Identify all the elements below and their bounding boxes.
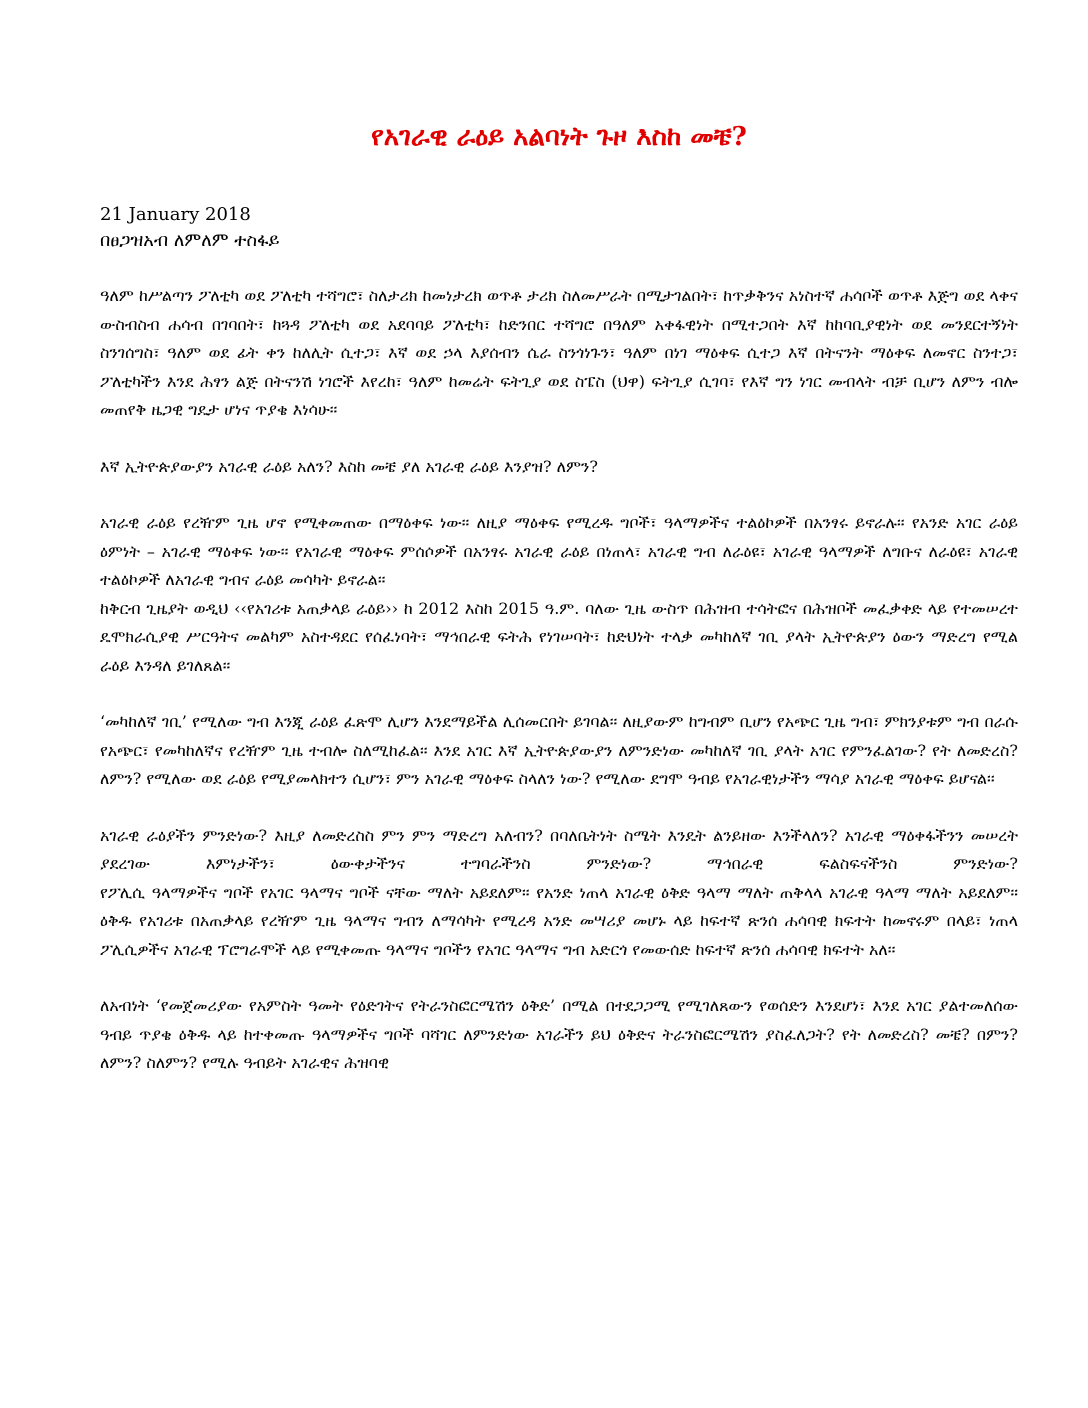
document-date: 21 January 2018 — [100, 204, 251, 225]
paragraph-8: ለአብነት ‘የመጀመሪያው የአምስት ዓመት የዕድገትና የትራንስፎርሜሽን ዕቅድ’ በሚል በተደጋጋሚ የሚገለጸውን የወሰድን እንደሆነ፣ እንደ አገር ያልተመለሰው ዓብይ ጥያቄ ዕቅዱ ላይ ከተቀመጡ ዓላማዎችና ግቦች ባሻገር ለምንድነው አገራችን ይህ ዕቅድና ትራንስፎርሜሽን ያስፈለጋት? የት ለመድረስ? መቼ? በምን? ለምን? ስለምን? የሚሉ ዓብይት አገራዊና ሕዝባዊ — [100, 996, 1018, 1072]
paragraph-3: አገራዊ ራዕይ የረዥም ጊዜ ሆኖ የሚቀመጠው በማዕቀፍ ነው፡፡ ለዚያ ማዕቀፍ የሚረዱ ግቦች፣ ዓላማዎችና ተልዕኮዎች በአንፃሩ ይኖራሉ፡፡ የአንድ አገር ራዕይ ዕምነት – አገራዊ ማዕቀፍ ነው፡፡ የአገራዊ ማዕቀፍ ምሰሶዎች በአንፃሩ አገራዊ ራዕይ በነጠላ፣ አገራዊ ግብ ለራዕዩ፣ አገራዊ ዓላማዎች ለግቡና ለራዕዩ፣ አገራዊ ተልዕኮዎች ለአገራዊ ግብና ራዕይ መሳካት ይኖራል፡፡ — [100, 513, 1018, 589]
paragraph-5: ‘መካከለኛ ገቢ’ የሚለው ግብ እንጂ ራዕይ ፈጽሞ ሊሆን እንደማይችል ሊሰመርበት ይገባል፡፡ ለዚያውም ከግብም ቢሆን የአጭር ጊዜ ግብ፣ ምክንያቱም ግብ በራሱ የአጭር፣ የመካከለኛና የረዥም ጊዜ ተብሎ ስለሚከፈል፡፡ እንደ አገር እኛ ኢትዮጵያውያን ለምንድነው መካከለኛ ገቢ ያላት አገር የምንፈልገው? የት ለመድረስ? ለምን? የሚለው ወደ ራዕይ የሚያመላክተን ሲሆን፣ ምን አገራዊ ማዕቀፍ ስላለን ነው? የሚለው ደግሞ ዓብይ የአገራዊነታችን ማሳያ አገራዊ ማዕቀፍ ይሆናል፡፡ — [100, 712, 1018, 788]
paragraph-2: እኛ ኢትዮጵያውያን አገራዊ ራዕይ አለን? እስከ መቼ ያለ አገራዊ ራዕይ እንያዝ? ለምን? — [100, 456, 598, 476]
paragraph-4: ከቅርብ ጊዜያት ወዲህ ‹‹የአገሪቱ አጠቃላይ ራዕይ›› ከ 2012 እስከ 2015 ዓ.ም. ባለው ጊዜ ውስጥ በሕዝብ ተሳትፎና በሕዝቦች መፈቃቀድ ላይ የተመሠረተ ዴሞክራሲያዊ ሥርዓትና መልካም አስተዳደር የሰፈነባት፣ ማኅበራዊ ፍትሕ የነገሠባት፣ ከድህነት ተላቃ መካከለኛ ገቢ ያላት ኢትዮጵያን ዕውን ማድረግ የሚል ራዕይ እንዳለ ይገለጸል፡፡ — [100, 598, 1018, 675]
paragraph-1: ዓለም ከሥልጣን ፖለቲካ ወደ ፖለቲካ ተሻግሮ፣ ስለታሪክ ከመነታረክ ወጥቶ ታሪክ ስለመሥራት በሚታገልበት፣ ከጥቃቅንና አነስተኛ ሐሳቦች ወጥቶ እጅግ ወደ ላቀና ውስብስብ ሐሳብ በገባበት፣ ከጓዳ ፖለቲካ ወደ አደባባይ ፖለቲካ፣ ከድንበር ተሻግሮ በዓለም አቀፋዊነት በሚተጋበት እኛ ከከባቢያዊነት ወደ መንደርተኝነት ስንገሰግስ፣ ዓለም ወደ ፊት ቀን ከለሊት ሲተጋ፣ እኛ ወደ ኃላ እያሰብን ሴራ ስንጎነጉን፣ ዓለም በነገ ማዕቀፍ ሲተጋ እኛ በትናንት ማዕቀፍ ለመኖር ስንተጋ፣ ፖለቲካችን እንደ ሕፃን ልጅ በትናንሽ ነገሮች እየረከ፣ ዓለም ከመሬት ፍትጊያ ወደ ስፔስ (ህዋ) ፍትጊያ ሲገባ፣ የእኛ ግን ነገር መብላት ብቻ ቢሆን ለምን ብሎ መጠየቅ ዜጋዊ ግዴታ ሆነና ጥያቄ እነሳሁ፡፡ — [100, 286, 1018, 419]
document-page — [100, 120, 1018, 1078]
paragraph-7: የፖሊሲ ዓላማዎችና ግቦች የአገር ዓላማና ግቦች ናቸው ማለት አይደለም፡፡ የአንድ ነጠላ አገራዊ ዕቅድ ዓላማ ማለት ጠቅላላ አገራዊ ዓላማ ማለት አይደለም፡፡ ዕቅዱ የአገሪቱ በአጠቃላይ የረዥም ጊዜ ዓላማና ግብን ለማሳካት የሚረዳ አንድ መሣሪያ መሆኑ ላይ ከፍተኛ ጽንሰ ሐሳባዊ ክፍተት ከመኖሩም በላይ፣ ነጠላ ፖሊሲዎችና አገራዊ ፕሮግራሞች ላይ የሚቀመጡ ዓላማና ግቦችን የአገር ዓላማና ግብ አድርጎ የመውሰድ ከፍተኛ ጽንሰ ሐሳባዊ ክፍተት አለ፡፡ — [100, 882, 1018, 959]
paragraph-6: አገራዊ ራዕያችን ምንድነው? እዚያ ለመድረስስ ምን ምን ማድረግ አለብን? በባለቤትነት ስሜት እንዴት ልንይዘው እንችላለን? አገራዊ ማዕቀፋችንን መሠረት ያደረገው እምነታችን፣ ዕውቀታችንና ተግባራችንስ ምንድነው? ማኅበራዊ ፍልስፍናችንስ ምንድነው? — [100, 825, 1018, 873]
document-title: የአገራዊ ራዕይ አልባነት ጉዞ እስከ መቼ? — [371, 122, 747, 152]
document-author: በፀጋዝአብ ለምለም ተስፋይ — [100, 230, 280, 251]
